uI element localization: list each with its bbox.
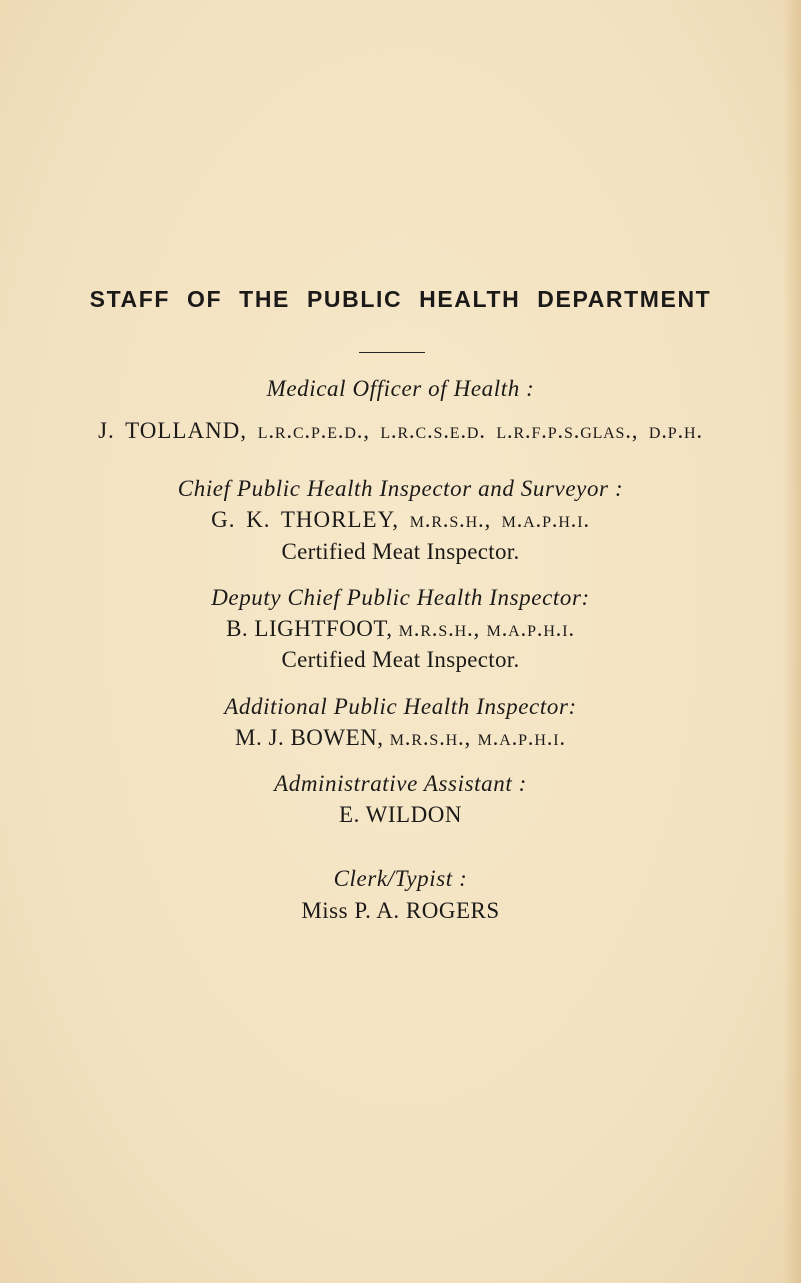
- role-administrative-assistant: Administrative Assistant :: [274, 771, 527, 796]
- title-divider: [359, 352, 425, 353]
- qualifications-text: m.r.s.h., m.a.p.h.i.: [409, 507, 590, 532]
- note-deputy-chief-inspector: Certified Meat Inspector.: [281, 647, 520, 672]
- note-chief-inspector: Certified Meat Inspector.: [281, 539, 520, 564]
- name-text: B. LIGHTFOOT,: [226, 616, 393, 641]
- staff-name-clerk-typist: [0, 898, 801, 924]
- staff-name-chief-inspector: [0, 507, 801, 533]
- qualifications-text: l.r.c.p.e.d., l.r.c.s.e.d. l.r.f.p.s.glas., d.p.h.: [257, 418, 703, 443]
- name-text: E. WILDON: [339, 802, 462, 827]
- role-chief-inspector: Chief Public Health Inspector and Surveyor :: [177, 476, 624, 501]
- role-clerk-typist: Clerk/Typist :: [333, 866, 468, 891]
- staff-name-medical-officer: [0, 418, 801, 444]
- name-text: Miss P. A. ROGERS: [301, 898, 500, 923]
- staff-name-deputy-chief-inspector: [0, 616, 801, 642]
- name-text: G. K. THORLEY,: [211, 507, 399, 532]
- name-text: J. TOLLAND,: [98, 418, 248, 443]
- qualifications-text: m.r.s.h., m.a.p.h.i.: [389, 725, 566, 750]
- staff-name-administrative-assistant: [0, 802, 801, 828]
- page-title: STAFF OF THE PUBLIC HEALTH DEPARTMENT: [89, 286, 712, 312]
- name-text: M. J. BOWEN,: [235, 725, 384, 750]
- role-medical-officer: Medical Officer of Health :: [266, 376, 535, 401]
- role-additional-inspector: Additional Public Health Inspector:: [224, 694, 577, 719]
- role-deputy-chief-inspector: Deputy Chief Public Health Inspector:: [211, 585, 590, 610]
- qualifications-text: m.r.s.h., m.a.p.h.i.: [398, 616, 575, 641]
- staff-name-additional-inspector: [0, 725, 801, 751]
